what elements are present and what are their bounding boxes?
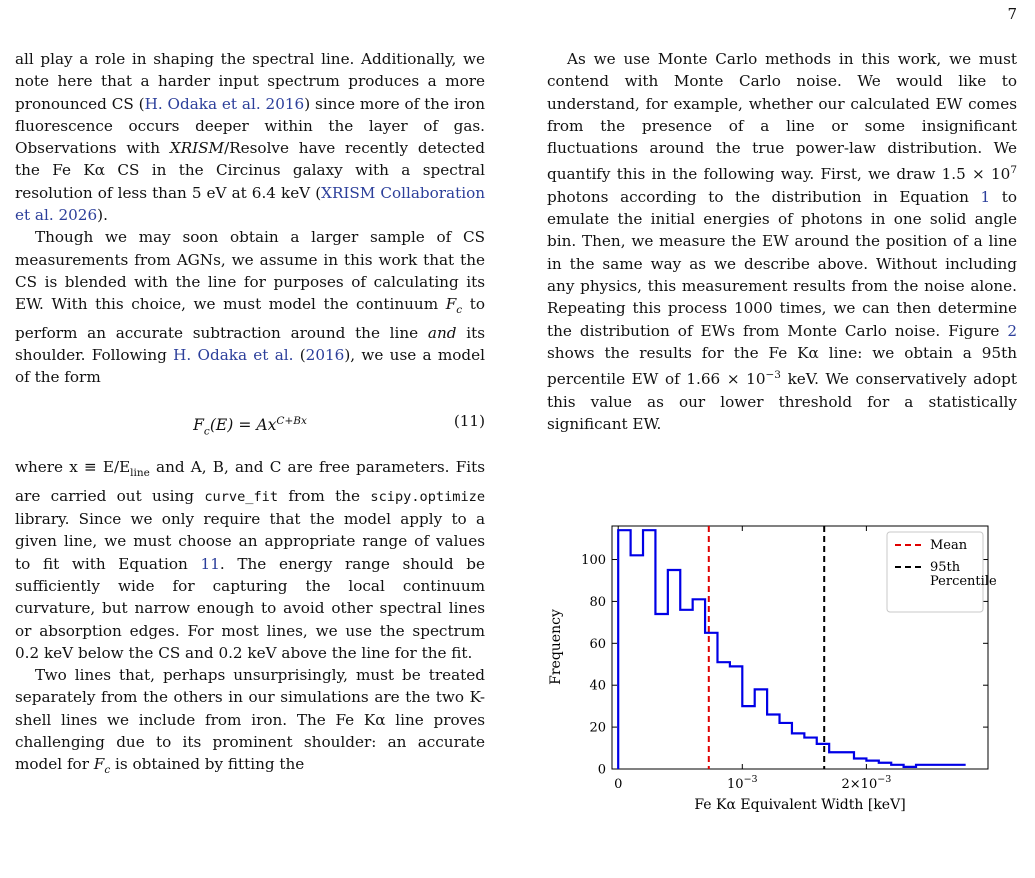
citation-odaka-2016[interactable]: H. Odaka et al. 2016 — [144, 94, 305, 113]
code-curve-fit: curve_fit — [204, 488, 279, 505]
equation-11 — [15, 396, 485, 454]
x-tick-label: 0 — [614, 777, 623, 792]
y-tick-label: 80 — [589, 594, 606, 610]
figure-ref-2[interactable]: 2 — [1007, 321, 1017, 340]
paragraph-fit-details: where $x \equiv E/E_{line}$ and A, B, and C are free parameters. Fits are carried out using curve_fit from the scipy.optimize library. Since we only require that the model apply to a given line, we must choose an appropriate range of values to fit with Equation 11. The energy range should be sufficiently wide for capturing the local continuum curvature, but narrow enough to avoid other spectral lines or absorption edges. For most lines, we use the spectrum 0.2 keV below the CS and 0.2 keV above the line for the fit. — [15, 458, 485, 662]
chart-legend — [887, 532, 997, 612]
x-tick-label: $10^{-3}$ — [727, 774, 758, 792]
code-scipy-optimize: scipy.optimize — [370, 488, 485, 505]
paragraph-cs-intro: all play a role in shaping the spectral line. Additionally, we note here that a harder input spectrum produces a more pronounced CS (H. Odaka et al. 2016) since more of the iron fluorescence occurs deeper within the layer of gas. Observations with XRISM/Resolve have recently detected the Fe Kα CS in the Circinus galaxy with a spectral resolution of less than 5 eV at 6.4 keV (XRISM Collaboration et al. 2026). — [15, 50, 485, 225]
paragraph-continuum-model: Though we may soon obtain a larger sample of CS measurements from AGNs, we assume in this work that the CS is blended with the line for purposes of calculating its EW. With this choice, we must model the continuum $F_c$ to perform an accurate subtraction around the line and its shoulder. Following H. Odaka et al. (2016), we use a model of the form — [15, 228, 485, 387]
citation-odaka-2016-year[interactable]: 2016 — [305, 345, 345, 364]
legend-label: Percentile — [930, 574, 997, 589]
x-axis-label: Fe Kα Equivalent Width [keV] — [694, 797, 906, 813]
y-tick-label: 20 — [589, 720, 606, 736]
reference-lines — [709, 526, 824, 769]
histogram-chart — [547, 506, 1017, 874]
paragraph-monte-carlo-noise: As we use Monte Carlo methods in this work, we must contend with Monte Carlo noise. We would like to understand, for example, whether our calculated EW comes from the presence of a line or some insignificant fluctuations around the true power-law distribution. We quantify this in the following way. First, we draw $1.5 \times 10^7$ photons according to the distribution in Equation 1 to emulate the initial energies of photons in one solid angle bin. Then, we measure the EW around the position of a line in the same way as we describe above. Without including any physics, this measurement results from the noise alone. Repeating this process 1000 times, we can then determine the distribution of EWs from Monte Carlo noise. Figure 2 shows the results for the Fe Kα line: we obtain a 95th percentile EW of $1.66 \times 10^{-3}$ keV. We conservatively adopt this value as our lower threshold for a statistically significant EW. — [547, 50, 1018, 433]
equation-ref-1[interactable]: 1 — [980, 187, 991, 206]
paragraph-iron-lines: Two lines that, perhaps unsurprisingly, must be treated separately from the others in our simulations are the two K-shell lines we include from iron. The Fe Kα line proves challenging due to its prominent shoulder: an accurate model for $F_c$ is obtained by fitting the — [15, 666, 485, 777]
citation-xrism-2026[interactable]: XRISM Collaboration et al. 2026 — [15, 183, 485, 225]
y-tick-label: 0 — [597, 762, 606, 778]
figure-ew-histogram — [547, 506, 1017, 874]
citation-odaka-2016-b[interactable]: H. Odaka et al. — [173, 345, 294, 364]
equation-ref-11[interactable]: 11 — [200, 554, 220, 573]
y-tick-label: 100 — [581, 553, 606, 569]
page-number: 7 — [1007, 5, 1017, 23]
equation-number: (11) — [453, 412, 485, 431]
legend-label: 95th — [930, 560, 961, 575]
legend-label: Mean — [930, 538, 968, 553]
y-axis-label: Frequency — [548, 609, 564, 685]
left-column — [15, 48, 485, 782]
x-tick-label: $2\times 10^{-3}$ — [841, 774, 892, 792]
y-tick-label: 40 — [589, 678, 606, 694]
right-column — [547, 48, 1017, 435]
y-tick-label: 60 — [589, 636, 606, 652]
equation-body: $F_c(E) = Ax^{C+Bx}$ — [193, 415, 307, 438]
